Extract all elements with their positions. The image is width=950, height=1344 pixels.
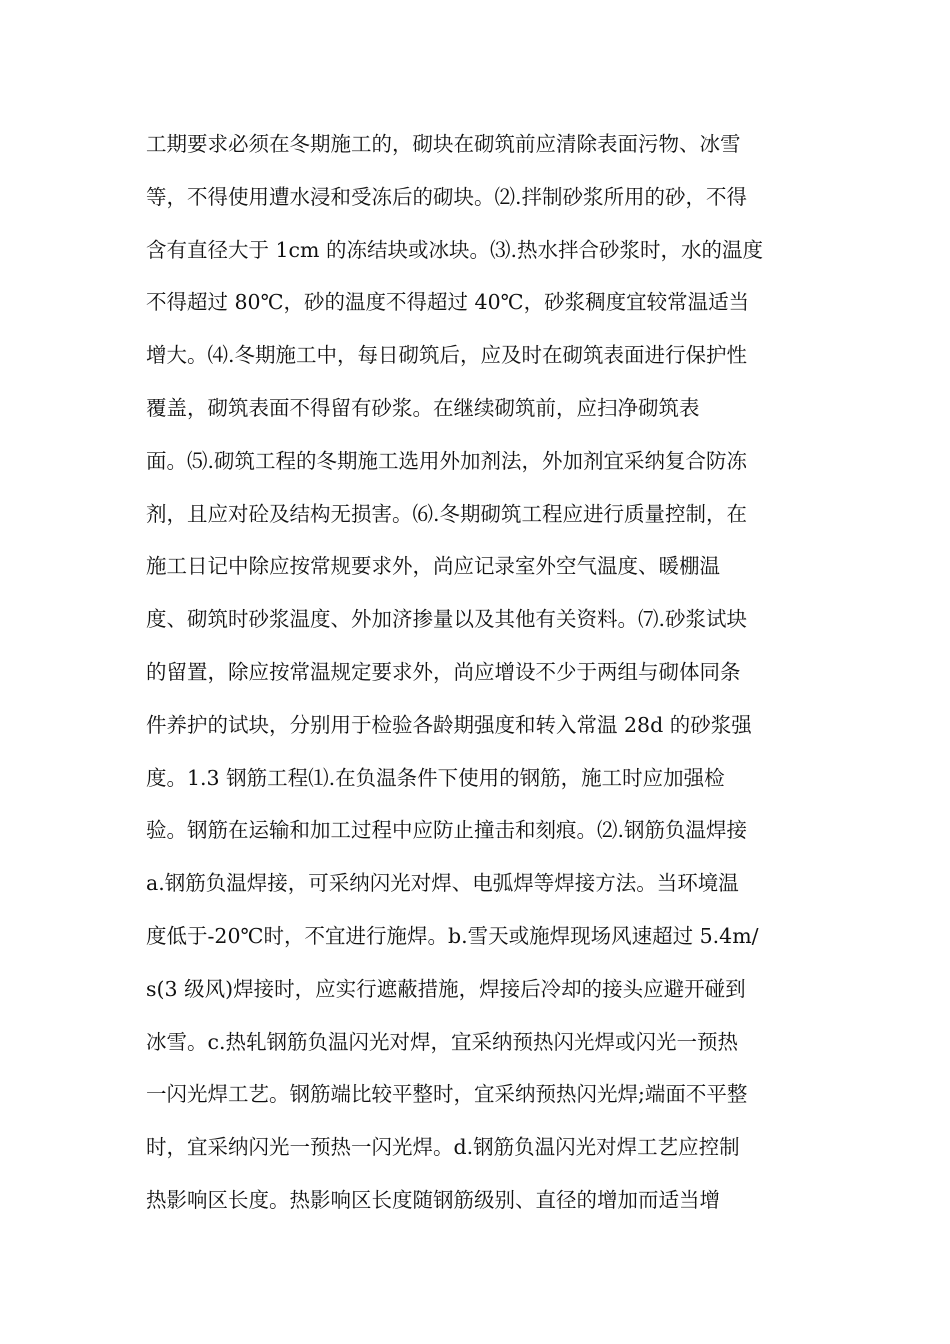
text-line: 度。1.3 钢筋工程⑴.在负温条件下使用的钢筋，施工时应加强检	[146, 765, 725, 790]
text-line: 一闪光焊工艺。钢筋端比较平整时，宜采纳预热闪光焊;端面不平整	[146, 1082, 748, 1107]
text-line: 含有直径大于 1cm 的冻结块或冰块。⑶.热水拌合砂浆时，水的温度	[146, 237, 764, 262]
text-line: 的留置，除应按常温规定要求外，尚应增设不少于两组与砌体同条	[146, 659, 741, 684]
text-line: 度、砌筑时砂浆温度、外加济掺量以及其他有关资料。⑺.砂浆试块	[146, 607, 748, 632]
text-line: 验。钢筋在运输和加工过程中应防止撞击和刻痕。⑵.钢筋负温焊接	[146, 818, 748, 843]
text-line: 度低于-20℃时，不宜进行施焊。b.雪天或施焊现场风速超过 5.4m/	[146, 923, 759, 948]
text-line: 覆盖，砌筑表面不得留有砂浆。在继续砌筑前，应扫净砌筑表	[146, 395, 700, 420]
text-line: 施工日记中除应按常规要求外，尚应记录室外空气温度、暖棚温	[146, 554, 720, 579]
text-line: 冰雪。c.热轧钢筋负温闪光对焊，宜采纳预热闪光焊或闪光一预热	[146, 1029, 738, 1054]
body-text	[146, 118, 816, 1227]
text-line: 剂，且应对砼及结构无损害。⑹.冬期砌筑工程应进行质量控制，在	[146, 501, 748, 526]
text-line: 工期要求必须在冬期施工的，砌块在砌筑前应清除表面污物、冰雪	[146, 132, 741, 156]
text-line: 热影响区长度。热影响区长度随钢筋级别、直径的增加而适当增	[146, 1187, 720, 1212]
text-line: 增大。⑷.冬期施工中，每日砌筑后，应及时在砌筑表面进行保护性	[146, 343, 748, 368]
text-line: a.钢筋负温焊接，可采纳闪光对焊、电弧焊等焊接方法。当环境温	[146, 871, 739, 896]
text-line: 面。⑸.砌筑工程的冬期施工选用外加剂法，外加剂宜采纳复合防冻	[146, 448, 748, 473]
text-line: s(3 级风)焊接时，应实行遮蔽措施，焊接后冷却的接头应避开碰到	[146, 976, 746, 1001]
text-line: 件养护的试块，分别用于检验各龄期强度和转入常温 28d 的砂浆强	[146, 712, 752, 737]
text-line: 时，宜采纳闪光一预热一闪光焊。d.钢筋负温闪光对焊工艺应控制	[146, 1135, 740, 1160]
text-line: 等，不得使用遭水浸和受冻后的砌块。⑵.拌制砂浆所用的砂，不得	[146, 184, 748, 209]
text-line: 不得超过 80℃，砂的温度不得超过 40℃，砂浆稠度宜较常温适当	[146, 290, 750, 315]
